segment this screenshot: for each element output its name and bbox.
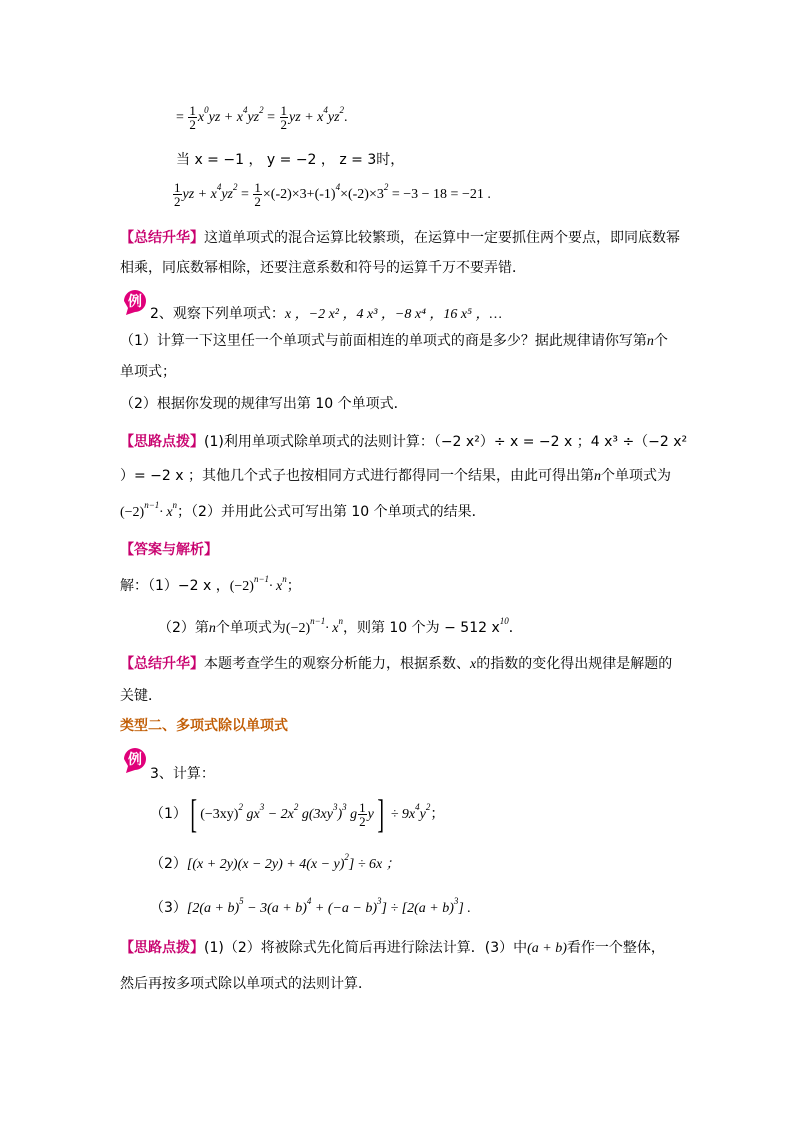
summary-paragraph-2: 【总结升华】本题考查学生的观察分析能力，根据系数、x的指数的变化得出规律是解题的	[120, 656, 673, 672]
hint-paragraph-2: 【思路点拨】(1)利用单项式除单项式的法则计算：（−2 x²）÷ x = −2 x ；4 x³ ÷（−2 x²	[120, 434, 688, 450]
formula-simplify: = $\frac{1}{2}$ $x^0yz + x^4yz^2$ = $\frac{1}{2}$ yz + $x^4yz^2$.	[176, 103, 348, 133]
summary-paragraph-2-cont: 关键．	[120, 688, 162, 704]
svg-text:例: 例	[128, 294, 142, 310]
example-3-q2: $(2)[(x + 2y)(x - 2y) + 4(x - y)^2] \div 6x$ ；	[150, 852, 400, 872]
fraction: $\frac{1}{2}$	[189, 103, 196, 133]
example-3-intro: 3、计算：	[150, 766, 215, 782]
answer-line-2: （2）第n个单项式为$(-2)^{n-1}\cdot x^n$，则第 10 个为 − 512 $x^{10}$．	[158, 616, 523, 636]
hint-paragraph-2-l3: $(-2)^{n-1}\cdot x^n$；（2）并用此公式可写出第 10 个单项式的结果．	[120, 500, 486, 520]
hint-paragraph-3: 【思路点拨】(1)（2）将被除式先化简后再进行除法计算．(3）中(a + b)看作一个整体，	[120, 940, 665, 956]
hint-paragraph-3-cont: 然后再按多项式除以单项式的法则计算．	[120, 976, 372, 992]
section-heading-type-2: 类型二、多项式除以单项式	[120, 718, 288, 734]
example-3-q1: （1）[ $(-3xy)^2$ $gx^3 - 2x^2$ $g(3xy^3)^3$ g $\frac{1}{2}$ $y] \div 9x^4y^2$；	[150, 791, 445, 836]
example-badge-icon	[120, 744, 150, 774]
example-badge-icon	[120, 286, 150, 316]
answer-heading: 【答案与解析】	[120, 542, 218, 558]
condition-line: 当 x = −1 ， y = −2 ， z = 3时，	[176, 152, 405, 168]
example-2-intro: 2、观察下列单项式：x ，−2 x² ，4 x³ ，−8 x⁴ ，16 x⁵ ，…	[150, 306, 502, 322]
example-2-q1: （1）计算一下这里任一个单项式与前面相连的单项式的商是多少？据此规律请你写第n个	[120, 333, 668, 349]
summary-tag: 【总结升华】	[120, 230, 204, 246]
summary-paragraph-1-cont: 相乘，同底数幂相除，还要注意系数和符号的运算千万不要弄错．	[120, 260, 526, 276]
formula-evaluate: $\frac{1}{2}$ yz + $x^4yz^2$ = $\frac{1}{2}$ $\times(-2)\times 3+(-1)^4\times(-2)\times 3^2 = -3 - 18 = -21$ .	[174, 180, 491, 210]
answer-line-1: 解：（1）−2 x ，$(-2)^{n-1}\cdot x^n$；	[120, 574, 301, 594]
example-3-q3: $(3)[2(a + b)^5 - 3(a + b)^4 + (-a - b)^3] \div [2(a + b)^3]$ .	[150, 896, 471, 916]
hint-paragraph-2-l2: ）= −2 x ；其他几个式子也按相同方式进行都得同一个结果，由此可得出第n个单项式为	[120, 468, 672, 484]
svg-text:例: 例	[128, 752, 142, 768]
example-2-q1-cont: 单项式；	[120, 364, 176, 380]
summary-paragraph-1: 【总结升华】这道单项式的混合运算比较繁琐，在运算中一定要抓住两个要点，即同底数幂	[120, 230, 680, 246]
example-2-q2: （2）根据你发现的规律写出第 10 个单项式．	[120, 396, 408, 412]
fraction: $\frac{1}{2}$	[280, 103, 288, 133]
